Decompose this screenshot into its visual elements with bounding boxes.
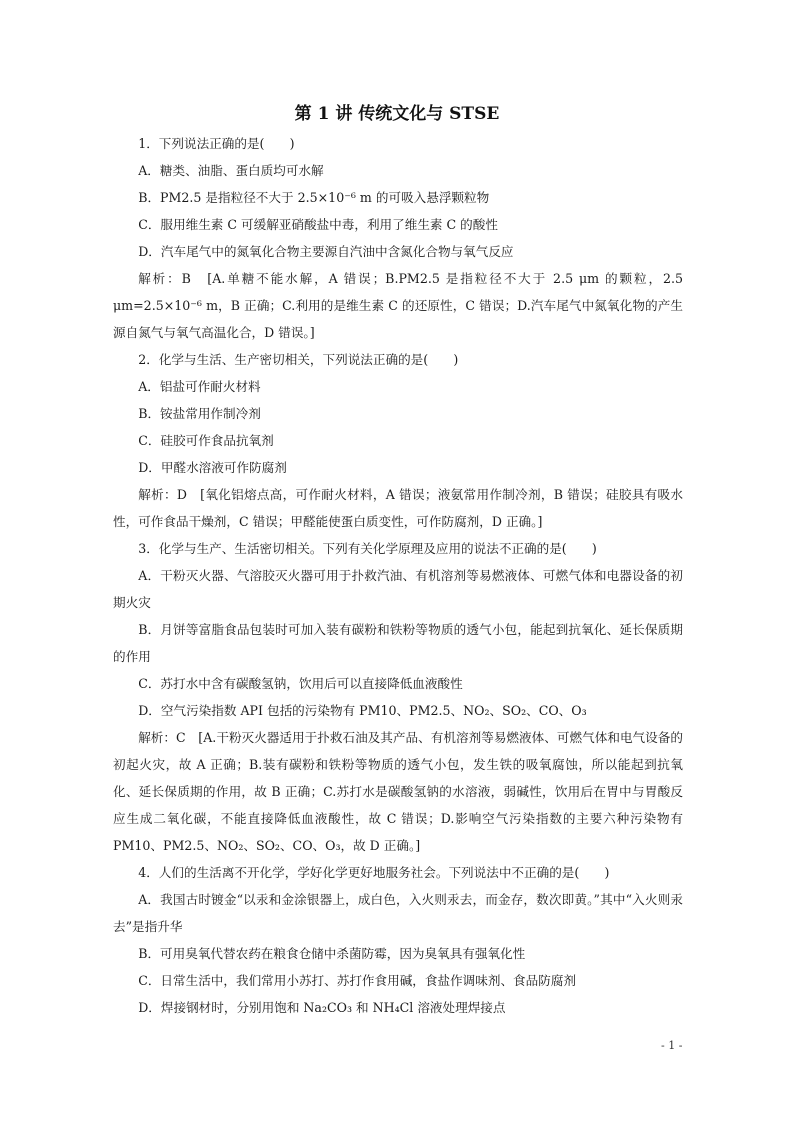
question-4-stem: 4．人们的生活离不开化学，学好化学更好地服务社会。下列说法中不正确的是( ) <box>138 865 610 880</box>
question-3-option-a: A．干粉灭火器、气溶胶灭火器可用于扑救汽油、有机溶剂等易燃液体、可燃气体和电器设备的初期火灾 <box>113 568 683 610</box>
question-1-option-a: A．糖类、油脂、蛋白质均可水解 <box>138 163 324 178</box>
document-body <box>113 130 683 1021</box>
question-4-option-a: A．我国古时镀金“以汞和金涂银器上，成白色，入火则汞去，而金存，数次即黄。”其中“入火则汞去”是指升华 <box>113 892 683 934</box>
question-3-option-b: B．月饼等富脂食品包装时可加入装有碳粉和铁粉等物质的透气小包，能起到抗氧化、延长保质期的作用 <box>113 622 683 664</box>
question-1-option-b: B．PM2.5 是指粒径不大于 2.5×10⁻⁶ m 的可吸入悬浮颗粒物 <box>138 190 490 205</box>
question-1-option-c: C．服用维生素 C 可缓解亚硝酸盐中毒，利用了维生素 C 的酸性 <box>138 217 498 232</box>
question-3-stem: 3．化学与生产、生活密切相关。下列有关化学原理及应用的说法不正确的是( ) <box>138 541 597 556</box>
question-1-option-d: D．汽车尾气中的氮氧化合物主要源自汽油中含氮化合物与氧气反应 <box>138 244 514 259</box>
question-1-analysis: 解析：B [A.单糖不能水解，A 错误；B.PM2.5 是指粒径不大于 2.5 μm 的颗粒，2.5 μm=2.5×10⁻⁶ m，B 正确；C.利用的是维生素 C 的还原性，C 错误；D.汽车尾气中氮氧化物的产生源自氮气与氧气高温化合，D 错误。] <box>113 271 683 340</box>
question-4-option-d: D．焊接钢材时，分别用饱和 Na₂CO₃ 和 NH₄Cl 溶液处理焊接点 <box>138 1000 506 1015</box>
question-2-option-a: A．铝盐可作耐火材料 <box>138 379 261 394</box>
page-title: 第 1 讲 传统文化与 STSE <box>294 104 500 124</box>
question-3-analysis: 解析：C [A.干粉灭火器适用于扑救石油及其产品、有机溶剂等易燃液体、可燃气体和电气设备的初起火灾，故 A 正确；B.装有碳粉和铁粉等物质的透气小包，发生铁的吸氧腐蚀，所以能起到抗氧化、延长保质期的作用，故 B 正确；C.苏打水是碳酸氢钠的水溶液，弱碱性，饮用后在胃中与胃酸反应生成二氧化碳，不能直接降低血液酸性，故 C 错误；D.影响空气污染指数的主要六种污染物有 PM10、PM2.5、NO₂、SO₂、CO、O₃，故 D 正确。] <box>113 730 683 853</box>
question-2-option-c: C．硅胶可作食品抗氧剂 <box>138 433 274 448</box>
question-3-option-d: D．空气污染指数 API 包括的污染物有 PM10、PM2.5、NO₂、SO₂、CO、O₃ <box>138 703 587 718</box>
question-2-option-b: B．铵盐常用作制冷剂 <box>138 406 261 421</box>
question-3-option-c: C．苏打水中含有碳酸氢钠，饮用后可以直接降低血液酸性 <box>138 676 463 691</box>
question-4-option-c: C．日常生活中，我们常用小苏打、苏打作食用碱，食盐作调味剂、食品防腐剂 <box>138 973 577 988</box>
question-2-analysis: 解析：D [氧化铝熔点高，可作耐火材料，A 错误；液氨常用作制冷剂，B 错误；硅胶具有吸水性，可作食品干燥剂，C 错误；甲醛能使蛋白质变性，可作防腐剂，D 正确。] <box>113 487 683 529</box>
question-1-stem: 1．下列说法正确的是( ) <box>138 136 295 151</box>
question-2-stem: 2．化学与生活、生产密切相关，下列说法正确的是( ) <box>138 352 459 367</box>
question-4-option-b: B．可用臭氧代替农药在粮食仓储中杀菌防霉，因为臭氧具有强氧化性 <box>138 946 526 961</box>
question-2-option-d: D．甲醛水溶液可作防腐剂 <box>138 460 287 475</box>
page-number: - 1 - <box>661 1039 683 1052</box>
